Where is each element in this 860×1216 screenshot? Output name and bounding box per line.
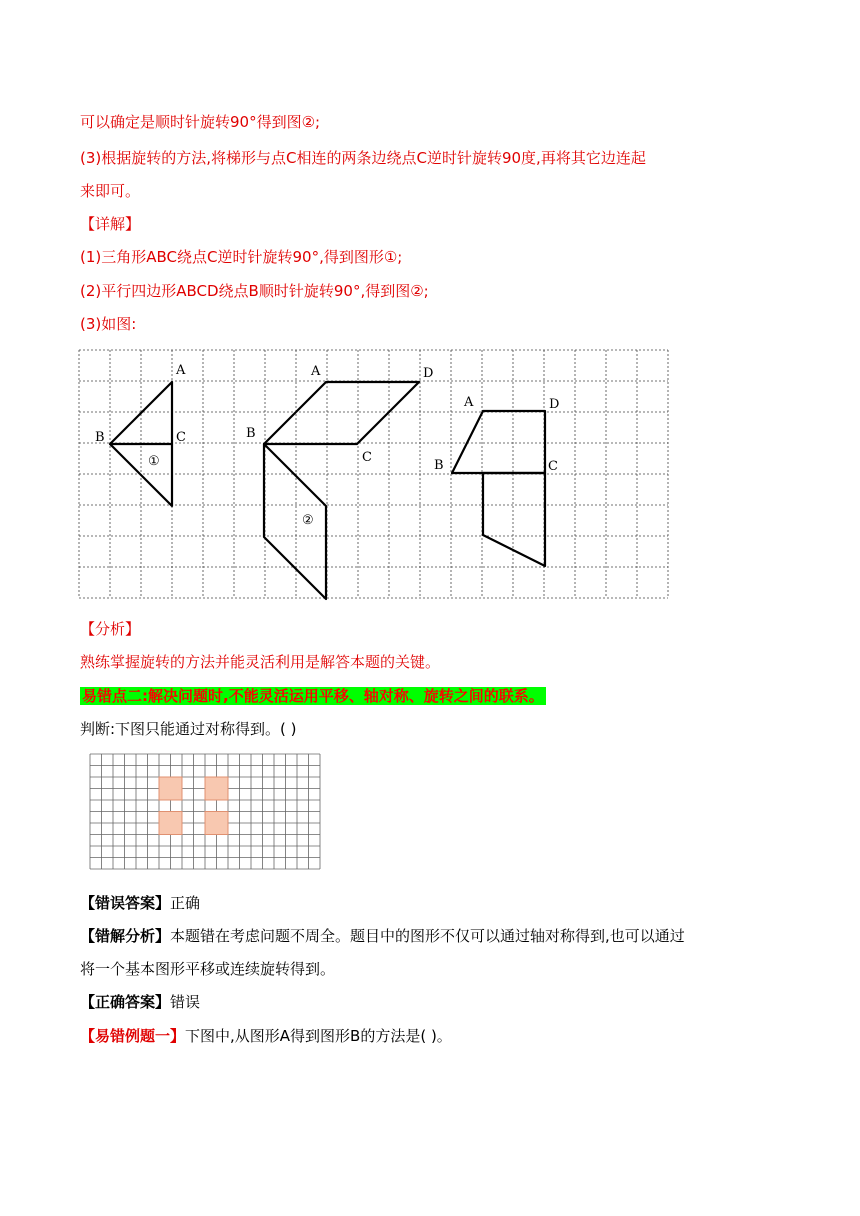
label-B: B — [434, 458, 444, 473]
shaded-square — [205, 777, 228, 800]
rotation-figure — [78, 349, 670, 601]
shaded-square — [159, 777, 182, 800]
answer-1: (1)三角形ABC绕点C逆时针旋转90°,得到图形①; — [80, 248, 403, 266]
wrong-answer-value: 正确 — [170, 894, 201, 912]
triangle-rotated — [110, 444, 172, 506]
analysis-text-2: 将一个基本图形平移或连续旋转得到。 — [80, 960, 336, 978]
label-B: B — [246, 426, 256, 441]
analysis-text-1: 本题错在考虑问题不周全。题目中的图形不仅可以通过轴对称得到,也可以通过 — [170, 927, 685, 945]
label-B: B — [95, 430, 105, 445]
parallelogram-abcd — [264, 382, 419, 444]
label-C: C — [362, 450, 372, 465]
highlight-banner — [80, 686, 546, 706]
correct-answer-label: 【正确答案】 — [80, 993, 171, 1011]
label-A: A — [464, 395, 474, 410]
analysis-row-1 — [80, 926, 685, 946]
example-label: 【易错例题一】 — [80, 1027, 186, 1045]
section-xiangjie: 【详解】 — [80, 215, 141, 233]
section-fenxi: 【分析】 — [80, 620, 141, 638]
highlight-text: 易错点二:解决问题时,不能灵活运用平移、轴对称、旋转之间的联系。 — [82, 687, 544, 705]
example-row — [80, 1026, 452, 1046]
wrong-answer-label: 【错误答案】 — [80, 894, 171, 912]
fenxi-text: 熟练掌握旋转的方法并能灵活利用是解答本题的关键。 — [80, 653, 441, 671]
symmetry-grid-figure — [88, 752, 328, 874]
label-circle-2: ② — [302, 513, 314, 528]
wrong-answer-row — [80, 893, 200, 913]
text-line-1: 可以确定是顺时针旋转90°得到图②; — [80, 113, 321, 131]
label-D: D — [423, 366, 434, 381]
parallelogram-rotated — [264, 444, 326, 599]
label-C: C — [176, 430, 186, 445]
trapezoid-abcd — [452, 411, 545, 473]
label-A: A — [311, 364, 321, 379]
answer-2: (2)平行四边形ABCD绕点B顺时针旋转90°,得到图②; — [80, 282, 429, 300]
shaded-square — [205, 812, 228, 835]
answer-3: (3)如图: — [80, 315, 137, 333]
correct-answer-row — [80, 992, 200, 1012]
shaded-square — [159, 812, 182, 835]
analysis-label: 【错解分析】 — [80, 927, 171, 945]
text-line-2: (3)根据旋转的方法,将梯形与点C相连的两条边绕点C逆时针旋转90度,再将其它边连起 — [80, 149, 646, 167]
text-line-3: 来即可。 — [80, 182, 141, 200]
label-A: A — [176, 363, 186, 378]
example-text: 下图中,从图形A得到图形B的方法是( )。 — [185, 1027, 452, 1045]
label-C: C — [548, 459, 558, 474]
judge-question: 判断:下图只能通过对称得到。( ) — [80, 720, 297, 738]
trapezoid-rotated — [483, 473, 545, 566]
correct-answer-value: 错误 — [170, 993, 201, 1011]
label-circle-1: ① — [148, 454, 160, 469]
label-D: D — [549, 397, 560, 412]
